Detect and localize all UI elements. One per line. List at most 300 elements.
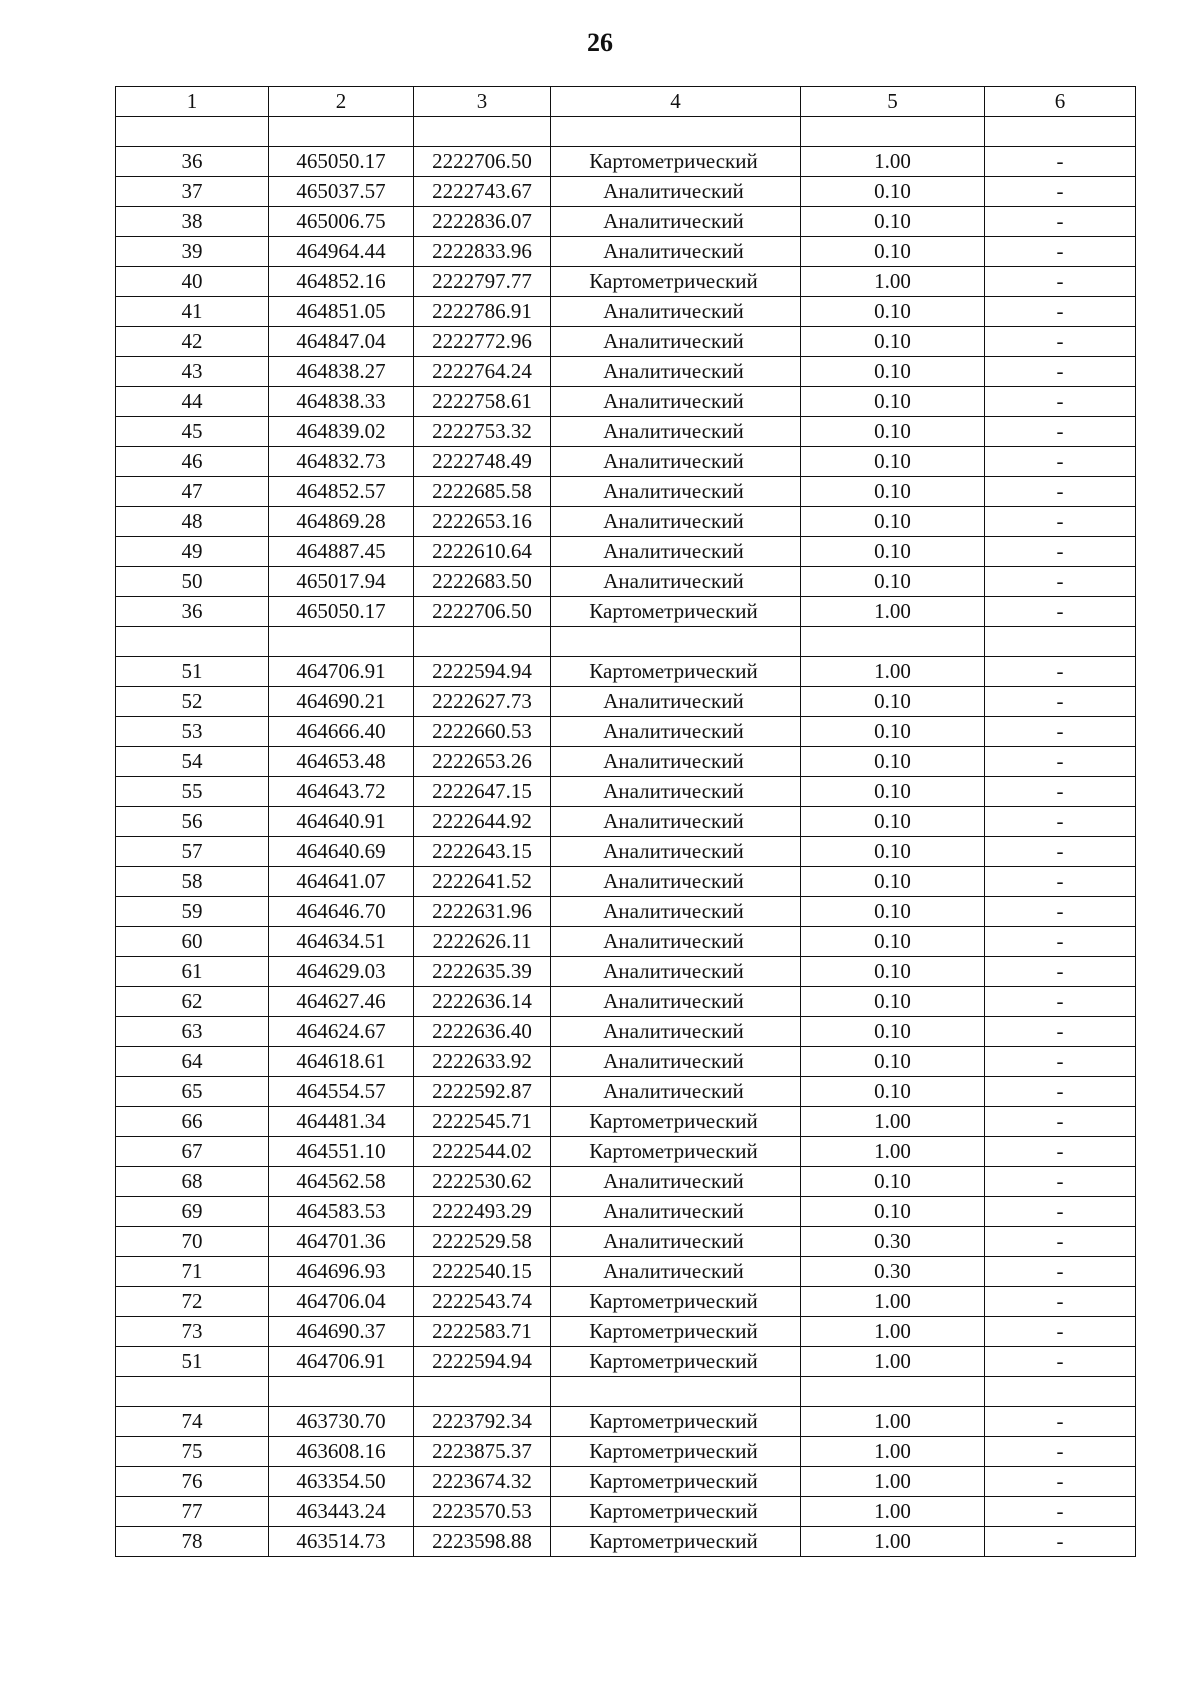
point-number-cell: 57 [116,837,269,867]
accuracy-cell: 0.10 [801,807,985,837]
x-coordinate-cell: 464643.72 [269,777,414,807]
method-cell: Картометрический [551,267,801,297]
point-number-cell: 59 [116,897,269,927]
method-cell: Аналитический [551,447,801,477]
y-coordinate-cell: 2222660.53 [414,717,551,747]
table-row [116,477,1136,507]
accuracy-cell [801,117,985,147]
table-row [116,1257,1136,1287]
description-cell: - [985,1347,1136,1377]
accuracy-cell: 1.00 [801,147,985,177]
accuracy-cell: 1.00 [801,1347,985,1377]
table-row [116,1347,1136,1377]
point-number-cell: 65 [116,1077,269,1107]
method-cell: Аналитический [551,1047,801,1077]
description-cell: - [985,747,1136,777]
point-number-cell: 67 [116,1137,269,1167]
x-coordinate-cell: 464627.46 [269,987,414,1017]
y-coordinate-cell: 2222583.71 [414,1317,551,1347]
table-row [116,987,1136,1017]
method-cell: Аналитический [551,1077,801,1107]
description-cell: - [985,177,1136,207]
description-cell: - [985,387,1136,417]
description-cell: - [985,207,1136,237]
description-cell: - [985,1017,1136,1047]
point-number-cell: 48 [116,507,269,537]
accuracy-cell: 0.10 [801,207,985,237]
x-coordinate-cell: 463514.73 [269,1527,414,1557]
method-cell: Аналитический [551,507,801,537]
x-coordinate-cell: 464852.57 [269,477,414,507]
accuracy-cell: 0.10 [801,687,985,717]
description-cell: - [985,1197,1136,1227]
description-cell: - [985,927,1136,957]
table-row [116,297,1136,327]
y-coordinate-cell: 2222635.39 [414,957,551,987]
accuracy-cell: 1.00 [801,1437,985,1467]
table-row [116,657,1136,687]
table-row [116,417,1136,447]
table-row [116,177,1136,207]
point-number-cell: 41 [116,297,269,327]
y-coordinate-cell: 2222544.02 [414,1137,551,1167]
y-coordinate-cell: 2222633.92 [414,1047,551,1077]
method-cell: Аналитический [551,687,801,717]
header-cell-1: 1 [116,87,269,117]
method-cell [551,627,801,657]
accuracy-cell: 0.10 [801,897,985,927]
x-coordinate-cell: 464554.57 [269,1077,414,1107]
accuracy-cell: 1.00 [801,1137,985,1167]
point-number-cell: 46 [116,447,269,477]
point-number-cell: 37 [116,177,269,207]
y-coordinate-cell: 2222636.40 [414,1017,551,1047]
method-cell: Картометрический [551,657,801,687]
table-row [116,1047,1136,1077]
x-coordinate-cell: 463608.16 [269,1437,414,1467]
x-coordinate-cell: 464839.02 [269,417,414,447]
method-cell: Картометрический [551,1497,801,1527]
method-cell: Аналитический [551,327,801,357]
point-number-cell: 64 [116,1047,269,1077]
method-cell: Картометрический [551,1407,801,1437]
point-number-cell: 39 [116,237,269,267]
description-cell: - [985,1437,1136,1467]
point-number-cell: 68 [116,1167,269,1197]
point-number-cell: 54 [116,747,269,777]
method-cell: Аналитический [551,777,801,807]
y-coordinate-cell: 2222626.11 [414,927,551,957]
description-cell: - [985,267,1136,297]
point-number-cell: 73 [116,1317,269,1347]
y-coordinate-cell: 2222653.26 [414,747,551,777]
y-coordinate-cell: 2222748.49 [414,447,551,477]
description-cell: - [985,1467,1136,1497]
x-coordinate-cell: 464701.36 [269,1227,414,1257]
description-cell: - [985,1317,1136,1347]
method-cell: Аналитический [551,1227,801,1257]
y-coordinate-cell: 2222685.58 [414,477,551,507]
description-cell: - [985,237,1136,267]
point-number-cell: 36 [116,147,269,177]
accuracy-cell: 0.10 [801,1077,985,1107]
point-number-cell: 45 [116,417,269,447]
point-number-cell: 78 [116,1527,269,1557]
accuracy-cell: 0.10 [801,417,985,447]
y-coordinate-cell: 2222683.50 [414,567,551,597]
table-row [116,1107,1136,1137]
x-coordinate-cell: 464964.44 [269,237,414,267]
y-coordinate-cell: 2222753.32 [414,417,551,447]
method-cell: Аналитический [551,927,801,957]
table-row [116,597,1136,627]
table-row [116,207,1136,237]
accuracy-cell: 0.10 [801,777,985,807]
accuracy-cell: 1.00 [801,1287,985,1317]
method-cell: Картометрический [551,147,801,177]
accuracy-cell: 0.10 [801,507,985,537]
method-cell [551,1377,801,1407]
point-number-cell: 36 [116,597,269,627]
accuracy-cell: 0.10 [801,297,985,327]
description-cell [985,117,1136,147]
point-number-cell: 58 [116,867,269,897]
table-row [116,237,1136,267]
point-number-cell: 66 [116,1107,269,1137]
table-row [116,927,1136,957]
accuracy-cell: 1.00 [801,1467,985,1497]
description-cell: - [985,837,1136,867]
x-coordinate-cell: 464551.10 [269,1137,414,1167]
table-row [116,867,1136,897]
accuracy-cell: 0.10 [801,237,985,267]
method-cell: Аналитический [551,837,801,867]
method-cell: Аналитический [551,867,801,897]
x-coordinate-cell [269,117,414,147]
point-number-cell: 47 [116,477,269,507]
accuracy-cell: 0.10 [801,1047,985,1077]
y-coordinate-cell: 2222529.58 [414,1227,551,1257]
point-number-cell: 44 [116,387,269,417]
x-coordinate-cell: 464838.27 [269,357,414,387]
y-coordinate-cell: 2222836.07 [414,207,551,237]
accuracy-cell: 0.10 [801,1167,985,1197]
description-cell: - [985,537,1136,567]
header-cell-5: 5 [801,87,985,117]
description-cell: - [985,477,1136,507]
y-coordinate-cell: 2222786.91 [414,297,551,327]
description-cell: - [985,777,1136,807]
method-cell: Аналитический [551,207,801,237]
description-cell: - [985,327,1136,357]
x-coordinate-cell: 463443.24 [269,1497,414,1527]
x-coordinate-cell: 464847.04 [269,327,414,357]
y-coordinate-cell: 2223598.88 [414,1527,551,1557]
point-number-cell: 75 [116,1437,269,1467]
x-coordinate-cell: 463354.50 [269,1467,414,1497]
table-row [116,387,1136,417]
table-row [116,1227,1136,1257]
table-row [116,507,1136,537]
accuracy-cell: 1.00 [801,657,985,687]
y-coordinate-cell: 2222653.16 [414,507,551,537]
table-row [116,957,1136,987]
table-row [116,267,1136,297]
table-row [116,1407,1136,1437]
x-coordinate-cell: 465037.57 [269,177,414,207]
method-cell: Аналитический [551,1197,801,1227]
description-cell: - [985,687,1136,717]
y-coordinate-cell: 2222530.62 [414,1167,551,1197]
y-coordinate-cell: 2222493.29 [414,1197,551,1227]
accuracy-cell: 0.10 [801,1017,985,1047]
table-row [116,687,1136,717]
table-row [116,627,1136,657]
accuracy-cell: 1.00 [801,267,985,297]
table-row [116,117,1136,147]
accuracy-cell: 0.10 [801,957,985,987]
x-coordinate-cell: 464887.45 [269,537,414,567]
accuracy-cell: 0.10 [801,837,985,867]
y-coordinate-cell: 2222833.96 [414,237,551,267]
point-number-cell: 70 [116,1227,269,1257]
coordinates-table [115,86,1136,1557]
accuracy-cell: 0.30 [801,1227,985,1257]
point-number-cell: 72 [116,1287,269,1317]
x-coordinate-cell [269,1377,414,1407]
table-row [116,1497,1136,1527]
method-cell: Аналитический [551,747,801,777]
point-number-cell: 60 [116,927,269,957]
description-cell: - [985,657,1136,687]
description-cell: - [985,1497,1136,1527]
y-coordinate-cell: 2223792.34 [414,1407,551,1437]
point-number-cell: 51 [116,657,269,687]
x-coordinate-cell: 464696.93 [269,1257,414,1287]
accuracy-cell: 0.10 [801,387,985,417]
x-coordinate-cell: 464852.16 [269,267,414,297]
y-coordinate-cell: 2222706.50 [414,597,551,627]
point-number-cell: 49 [116,537,269,567]
table-row [116,747,1136,777]
accuracy-cell: 0.10 [801,327,985,357]
x-coordinate-cell: 464690.21 [269,687,414,717]
accuracy-cell: 1.00 [801,1107,985,1137]
method-cell: Картометрический [551,1107,801,1137]
y-coordinate-cell: 2222545.71 [414,1107,551,1137]
x-coordinate-cell: 464640.91 [269,807,414,837]
x-coordinate-cell: 465050.17 [269,147,414,177]
x-coordinate-cell: 464646.70 [269,897,414,927]
accuracy-cell: 0.10 [801,927,985,957]
method-cell: Аналитический [551,537,801,567]
table-row [116,717,1136,747]
point-number-cell: 38 [116,207,269,237]
y-coordinate-cell: 2223570.53 [414,1497,551,1527]
accuracy-cell: 0.10 [801,537,985,567]
accuracy-cell: 0.10 [801,447,985,477]
x-coordinate-cell: 464706.91 [269,1347,414,1377]
x-coordinate-cell: 464562.58 [269,1167,414,1197]
x-coordinate-cell: 464690.37 [269,1317,414,1347]
table-row [116,1077,1136,1107]
point-number-cell [116,1377,269,1407]
method-cell: Картометрический [551,1527,801,1557]
x-coordinate-cell: 464706.91 [269,657,414,687]
accuracy-cell: 1.00 [801,597,985,627]
accuracy-cell: 0.10 [801,717,985,747]
y-coordinate-cell: 2222627.73 [414,687,551,717]
description-cell: - [985,717,1136,747]
y-coordinate-cell: 2222772.96 [414,327,551,357]
point-number-cell: 42 [116,327,269,357]
point-number-cell: 77 [116,1497,269,1527]
table-row [116,567,1136,597]
x-coordinate-cell: 464641.07 [269,867,414,897]
x-coordinate-cell: 464653.48 [269,747,414,777]
method-cell: Аналитический [551,1257,801,1287]
y-coordinate-cell: 2222764.24 [414,357,551,387]
y-coordinate-cell: 2222543.74 [414,1287,551,1317]
description-cell: - [985,897,1136,927]
method-cell: Аналитический [551,1167,801,1197]
x-coordinate-cell: 464624.67 [269,1017,414,1047]
point-number-cell: 50 [116,567,269,597]
accuracy-cell: 0.10 [801,1197,985,1227]
accuracy-cell: 0.10 [801,567,985,597]
x-coordinate-cell: 464629.03 [269,957,414,987]
description-cell: - [985,147,1136,177]
description-cell: - [985,357,1136,387]
page-number: 26 [587,28,613,57]
method-cell [551,117,801,147]
table-row [116,1377,1136,1407]
x-coordinate-cell: 464706.04 [269,1287,414,1317]
point-number-cell: 69 [116,1197,269,1227]
table-row [116,1437,1136,1467]
x-coordinate-cell: 464481.34 [269,1107,414,1137]
header-cell-4: 4 [551,87,801,117]
table-row [116,1467,1136,1497]
point-number-cell: 51 [116,1347,269,1377]
description-cell: - [985,987,1136,1017]
method-cell: Аналитический [551,387,801,417]
point-number-cell: 40 [116,267,269,297]
x-coordinate-cell: 465050.17 [269,597,414,627]
point-number-cell: 71 [116,1257,269,1287]
table-row [116,837,1136,867]
x-coordinate-cell [269,627,414,657]
method-cell: Картометрический [551,1137,801,1167]
accuracy-cell: 0.10 [801,357,985,387]
table-row [116,1137,1136,1167]
description-cell: - [985,1257,1136,1287]
y-coordinate-cell: 2222644.92 [414,807,551,837]
accuracy-cell: 0.10 [801,747,985,777]
accuracy-cell: 0.10 [801,867,985,897]
accuracy-cell: 1.00 [801,1407,985,1437]
method-cell: Аналитический [551,987,801,1017]
description-cell: - [985,1527,1136,1557]
table-row [116,1527,1136,1557]
y-coordinate-cell: 2222610.64 [414,537,551,567]
x-coordinate-cell: 464666.40 [269,717,414,747]
description-cell: - [985,297,1136,327]
method-cell: Картометрический [551,1287,801,1317]
y-coordinate-cell: 2222647.15 [414,777,551,807]
table-row [116,537,1136,567]
method-cell: Аналитический [551,177,801,207]
description-cell: - [985,1167,1136,1197]
method-cell: Аналитический [551,957,801,987]
y-coordinate-cell: 2222594.94 [414,657,551,687]
y-coordinate-cell [414,627,551,657]
accuracy-cell: 1.00 [801,1497,985,1527]
point-number-cell: 76 [116,1467,269,1497]
table-row [116,777,1136,807]
description-cell: - [985,567,1136,597]
method-cell: Картометрический [551,1467,801,1497]
table-body [116,117,1136,1557]
description-cell: - [985,1407,1136,1437]
method-cell: Аналитический [551,897,801,927]
table-row [116,357,1136,387]
method-cell: Аналитический [551,357,801,387]
y-coordinate-cell: 2222743.67 [414,177,551,207]
method-cell: Аналитический [551,567,801,597]
x-coordinate-cell: 464640.69 [269,837,414,867]
x-coordinate-cell: 464832.73 [269,447,414,477]
table-row [116,327,1136,357]
description-cell: - [985,807,1136,837]
x-coordinate-cell: 464634.51 [269,927,414,957]
point-number-cell: 56 [116,807,269,837]
description-cell: - [985,1047,1136,1077]
header-cell-3: 3 [414,87,551,117]
description-cell: - [985,597,1136,627]
table-row [116,807,1136,837]
x-coordinate-cell: 463730.70 [269,1407,414,1437]
method-cell: Аналитический [551,477,801,507]
point-number-cell: 43 [116,357,269,387]
description-cell [985,1377,1136,1407]
y-coordinate-cell: 2222643.15 [414,837,551,867]
accuracy-cell: 0.10 [801,477,985,507]
y-coordinate-cell: 2222594.94 [414,1347,551,1377]
description-cell: - [985,1077,1136,1107]
accuracy-cell: 0.30 [801,1257,985,1287]
y-coordinate-cell: 2223674.32 [414,1467,551,1497]
y-coordinate-cell: 2222706.50 [414,147,551,177]
method-cell: Картометрический [551,1347,801,1377]
accuracy-cell: 0.10 [801,987,985,1017]
method-cell: Картометрический [551,597,801,627]
table-row [116,1287,1136,1317]
y-coordinate-cell: 2222592.87 [414,1077,551,1107]
accuracy-cell [801,627,985,657]
method-cell: Аналитический [551,417,801,447]
point-number-cell: 55 [116,777,269,807]
table-row [116,147,1136,177]
description-cell: - [985,447,1136,477]
description-cell [985,627,1136,657]
method-cell: Аналитический [551,297,801,327]
method-cell: Аналитический [551,717,801,747]
point-number-cell: 61 [116,957,269,987]
x-coordinate-cell: 465017.94 [269,567,414,597]
y-coordinate-cell: 2223875.37 [414,1437,551,1467]
header-cell-2: 2 [269,87,414,117]
